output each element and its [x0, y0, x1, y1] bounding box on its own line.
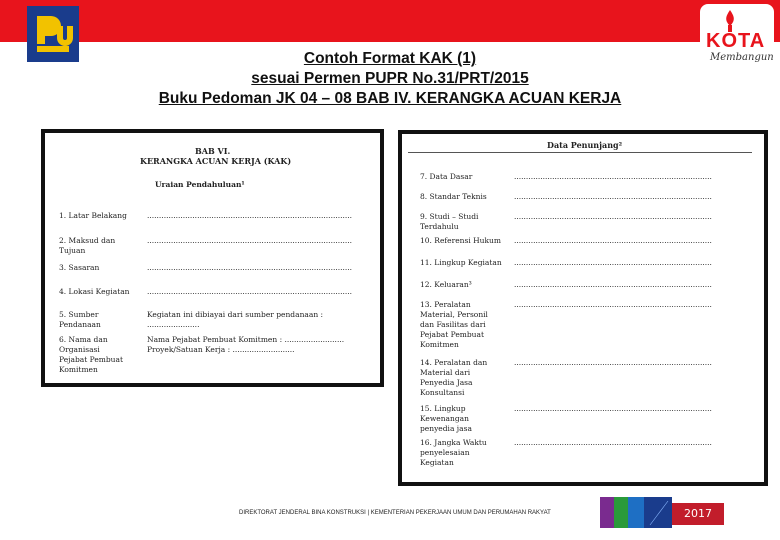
doc-chapter-heading: BAB VI. — [195, 146, 231, 156]
kota-logo-subtitle: Membangun — [710, 52, 774, 63]
top-red-bar — [0, 0, 780, 42]
title-line-2: sesuai Permen PUPR No.31/PRT/2015 — [251, 70, 529, 87]
title-line-1: Contoh Format KAK (1) — [303, 50, 477, 67]
doc-subheading: Uraian Pendahuluan¹ — [155, 180, 245, 189]
left-document-page: BAB VI. KERANGKA ACUAN KERJA (KAK) Uraian Pendahuluan¹ 1. Latar Belakang ...................................................................................... 2. Maksud dan Tujuan ...................................................................................... 3. Sasaran ...................................................................................... 4. Lokasi Kegiatan ...................................................................................... 5. Sumber Pendanaan Kegiatan ini dibiayai dari sumber pendanaan : ...................... 6. Nama dan Organisasi Pejabat Pembuat Komitmen Nama Pejabat Pembuat Komitmen : ......................... Proyek/Satuan Kerja : .......................... — [41, 129, 384, 387]
doc-section-heading: Data Penunjang² — [547, 140, 623, 150]
footer-text: DIREKTORAT JENDERAL BINA KONSTRUKSI | KEMENTERIAN PEKERJAAN UMUM DAN PERUMAHAN RAKYAT — [239, 510, 551, 516]
title-line-3: Buku Pedoman JK 04 – 08 BAB IV. KERANGKA ACUAN KERJA — [158, 90, 622, 107]
torch-icon — [722, 10, 738, 32]
doc-chapter-title: KERANGKA ACUAN KERJA (KAK) — [140, 156, 292, 166]
kota-logo-text: KOTA — [706, 30, 766, 52]
heading-rule — [408, 152, 752, 153]
right-document-page: Data Penunjang² 7. Data Dasar ................................................................................... 8. Standar Teknis ................................................................................... 9. Studi – Studi Terdahulu ................................................................................... 10. Referensi Hukum ................................................................................... 11. Lingkup Kegiatan ................................................................................... 12. Keluaran³ ................................................................................... 13. Peralatan Material, Personil dan Fasilitas dari Pejabat Pembuat Komitmen ................................................................................... 14. Peralatan dan Material dari Penyedia Jasa Konsultansi ................................................................................... 15. Lingkup Kewenangan penyedia jasa ................................................................................... 16. Jangka Waktu penyelesaian Kegiatan ................................................................................... — [398, 130, 768, 486]
year-badge: 2017 — [672, 503, 724, 525]
